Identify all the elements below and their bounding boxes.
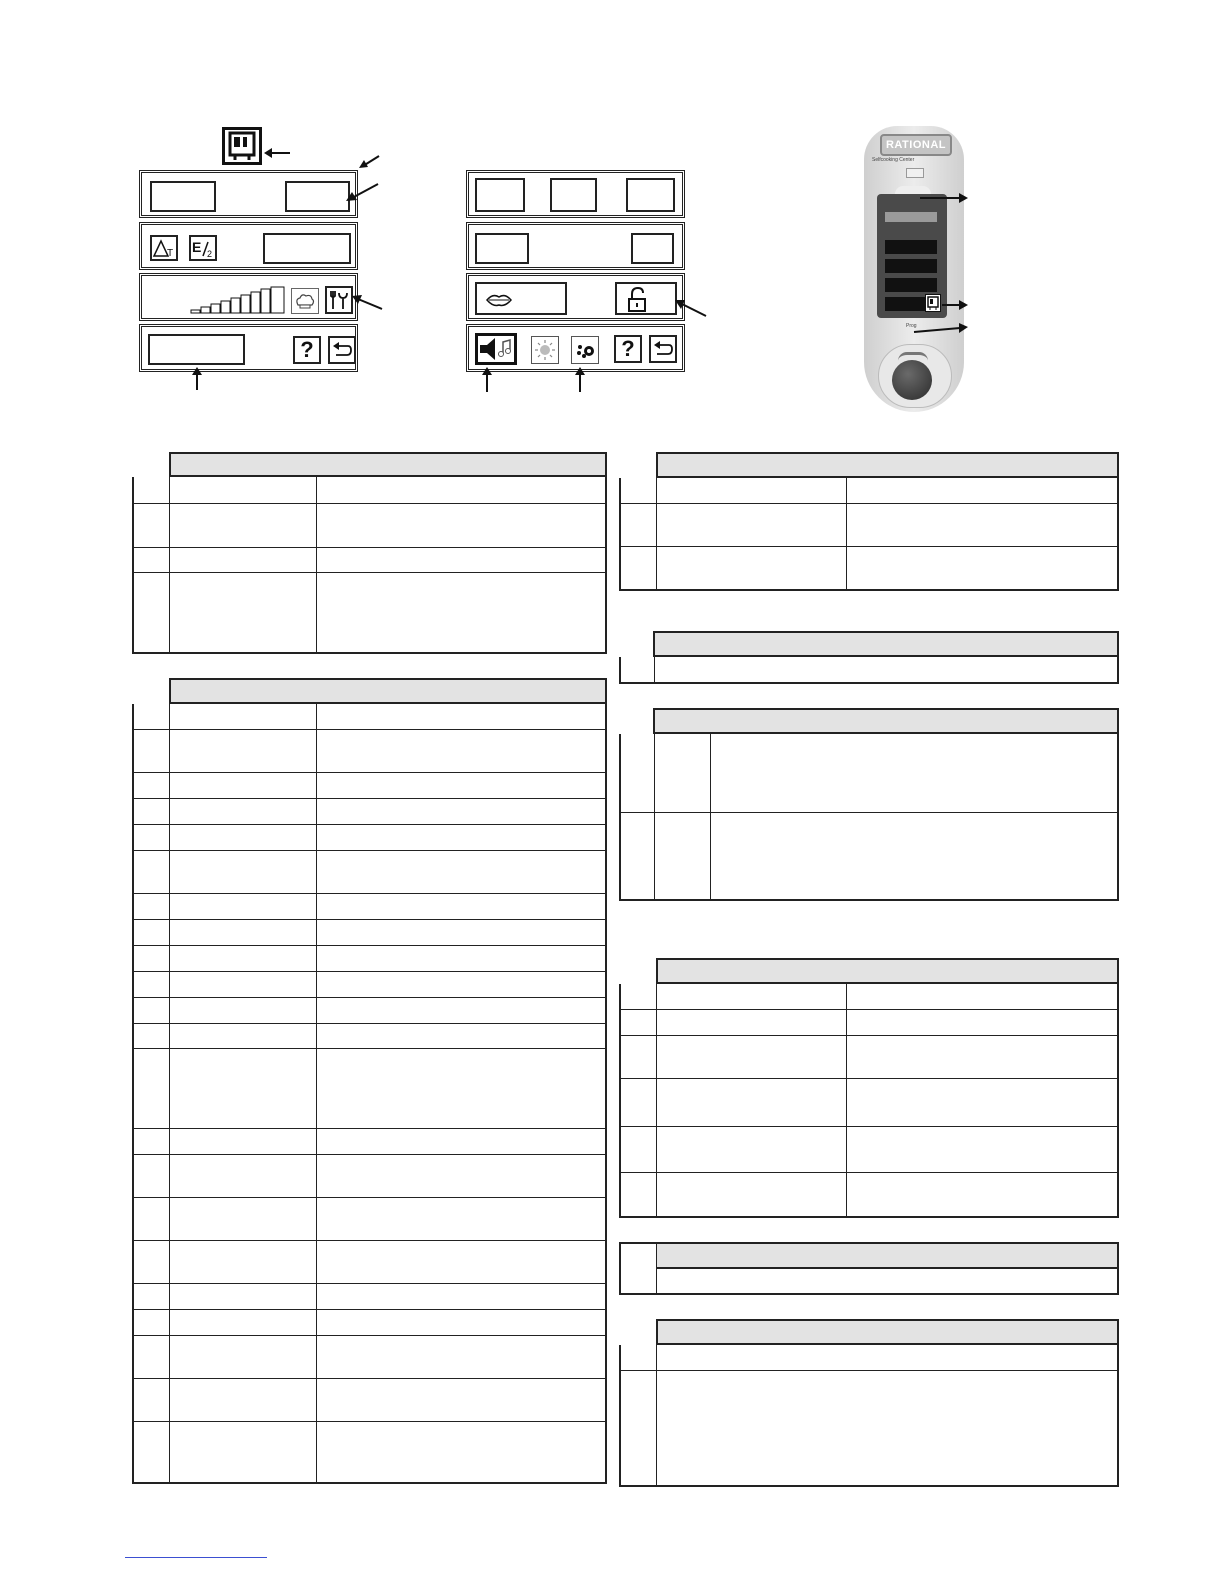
middle-row-4 bbox=[466, 324, 685, 372]
pointer-arrow bbox=[672, 298, 708, 320]
table-row bbox=[134, 1309, 605, 1310]
table-row bbox=[134, 1128, 605, 1129]
table-row bbox=[134, 1197, 605, 1198]
table-right-6 bbox=[619, 1319, 1119, 1487]
back-icon bbox=[649, 335, 677, 363]
service-tools-icon bbox=[325, 286, 353, 314]
display-field bbox=[285, 181, 350, 212]
svg-text:2: 2 bbox=[207, 249, 213, 258]
left-row-3 bbox=[139, 273, 358, 321]
remote-subtitle: Selfcooking Center bbox=[872, 157, 915, 163]
pointer-arrow bbox=[190, 366, 204, 392]
table-row bbox=[621, 1126, 1117, 1127]
remote-key bbox=[885, 240, 937, 254]
table-right-1 bbox=[619, 452, 1119, 591]
table-row bbox=[134, 1240, 605, 1241]
table-row bbox=[134, 547, 605, 548]
table-row bbox=[134, 1283, 605, 1284]
oven-unit-icon bbox=[925, 294, 941, 312]
table-row bbox=[134, 1023, 605, 1024]
display-field bbox=[150, 181, 216, 212]
table-row bbox=[134, 1335, 605, 1336]
left-row-2 bbox=[139, 222, 358, 270]
table-body bbox=[132, 477, 605, 652]
lips-icon bbox=[485, 292, 513, 308]
pointer-arrow bbox=[342, 180, 380, 206]
table-row bbox=[621, 1035, 1117, 1036]
half-power-icon bbox=[189, 235, 217, 261]
speaker-music-icon bbox=[475, 333, 517, 365]
table-left-bottom bbox=[132, 678, 607, 1484]
remote-dial bbox=[892, 360, 932, 400]
table-row bbox=[621, 1009, 1117, 1010]
table-row bbox=[134, 824, 605, 825]
table-row bbox=[621, 812, 1117, 813]
table-row bbox=[134, 1048, 605, 1049]
table-header bbox=[656, 1244, 1117, 1269]
left-row-4 bbox=[139, 324, 358, 372]
display-field bbox=[626, 178, 675, 212]
table-row bbox=[134, 919, 605, 920]
remote-brand-logo bbox=[880, 134, 952, 156]
table-row bbox=[134, 572, 605, 573]
pointer-arrow bbox=[918, 190, 970, 206]
display-field bbox=[148, 334, 245, 365]
table-header bbox=[653, 708, 1117, 734]
table-right-5 bbox=[619, 1242, 1119, 1295]
table-row bbox=[134, 850, 605, 851]
pointer-arrow bbox=[355, 152, 383, 172]
table-body bbox=[619, 984, 1117, 1216]
table-row bbox=[134, 1154, 605, 1155]
middle-row-2 bbox=[466, 222, 685, 270]
table-right-4 bbox=[619, 958, 1119, 1218]
back-icon bbox=[328, 336, 356, 364]
table-left-top bbox=[132, 452, 607, 654]
table-row bbox=[621, 1172, 1117, 1173]
padlock-open-icon bbox=[627, 287, 651, 313]
table-header bbox=[169, 678, 605, 704]
svg-text:T: T bbox=[167, 248, 174, 258]
pointer-arrow bbox=[940, 297, 970, 313]
display-field bbox=[475, 178, 525, 212]
display-field bbox=[631, 233, 674, 264]
table-row bbox=[134, 971, 605, 972]
svg-text:E: E bbox=[192, 239, 202, 255]
remote-top-switch bbox=[906, 168, 924, 178]
table-row bbox=[621, 503, 1117, 504]
table-row bbox=[134, 997, 605, 998]
table-body bbox=[619, 478, 1117, 589]
table-row bbox=[134, 729, 605, 730]
table-row bbox=[134, 945, 605, 946]
pointer-arrow bbox=[350, 293, 384, 313]
table-row bbox=[134, 1378, 605, 1379]
left-row-1 bbox=[139, 170, 358, 218]
table-row bbox=[134, 893, 605, 894]
pointer-arrow bbox=[573, 366, 587, 394]
bar-graph-icon bbox=[190, 286, 286, 314]
table-row bbox=[134, 772, 605, 773]
delta-t-icon bbox=[150, 235, 178, 261]
table-row bbox=[134, 1421, 605, 1422]
table-body bbox=[619, 1345, 1117, 1485]
footer-link-underline[interactable] bbox=[125, 1557, 267, 1558]
help-icon: ? bbox=[614, 335, 642, 363]
table-row bbox=[621, 1078, 1117, 1079]
oven-unit-icon bbox=[222, 127, 262, 165]
table-row bbox=[621, 546, 1117, 547]
display-field bbox=[475, 233, 529, 264]
remote-dial-arrows bbox=[898, 352, 928, 361]
table-body bbox=[619, 734, 1117, 899]
table-row bbox=[134, 798, 605, 799]
display-field bbox=[550, 178, 597, 212]
display-field bbox=[615, 282, 677, 315]
chef-hat-icon bbox=[291, 288, 319, 314]
table-right-2 bbox=[619, 631, 1119, 684]
table-header bbox=[653, 631, 1117, 657]
table-row bbox=[134, 503, 605, 504]
table-body bbox=[132, 704, 605, 1482]
remote-display-strip bbox=[885, 212, 937, 222]
display-field bbox=[263, 233, 351, 264]
table-body bbox=[619, 657, 1117, 682]
middle-row-3 bbox=[466, 273, 685, 321]
remote-key bbox=[885, 278, 937, 292]
pointer-arrow bbox=[262, 145, 292, 161]
table-header bbox=[656, 958, 1117, 984]
pointer-arrow bbox=[912, 322, 970, 338]
remote-key bbox=[885, 259, 937, 273]
table-row bbox=[621, 1370, 1117, 1371]
help-icon: ? bbox=[293, 336, 321, 364]
dots-icon bbox=[571, 336, 599, 364]
table-header bbox=[656, 452, 1117, 478]
remote-small-label: Prog bbox=[906, 323, 917, 329]
table-header bbox=[656, 1319, 1117, 1345]
brightness-icon bbox=[531, 336, 559, 364]
table-right-3 bbox=[619, 708, 1119, 901]
table-header bbox=[169, 452, 605, 477]
middle-row-1 bbox=[466, 170, 685, 218]
remote-brand-text: RATIONAL bbox=[885, 139, 946, 151]
display-field bbox=[475, 282, 567, 315]
pointer-arrow bbox=[480, 366, 494, 394]
